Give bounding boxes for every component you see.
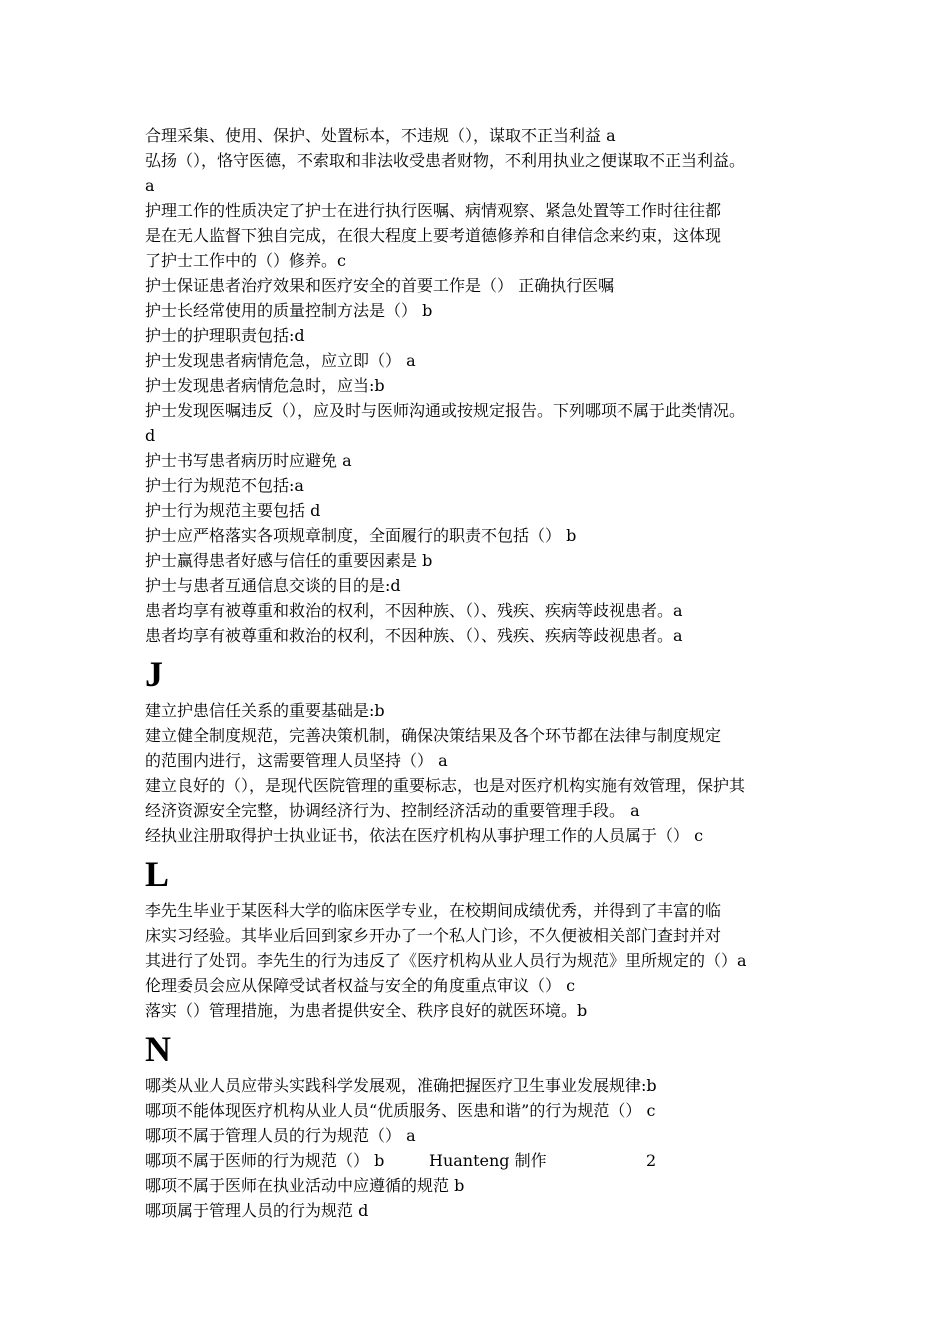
text-line: 护士与患者互通信息交谈的目的是:d [145,576,401,595]
text-line: 经济资源安全完整，协调经济行为、控制经济活动的重要管理手段。 a [145,801,640,820]
text-line: 床实习经验。其毕业后回到家乡开办了一个私人门诊，不久便被相关部门查封并对 [145,926,722,945]
section-l [145,850,825,1023]
text-line: 其进行了处罚。李先生的行为违反了《医疗机构从业人员行为规范》里所规定的（）a [145,951,747,970]
section-letter-heading: N [145,1029,171,1069]
text-line: 护士赢得患者好感与信任的重要因素是 b [145,551,433,570]
text-line: 护士书写患者病历时应避免 a [145,451,352,470]
text-line: 经执业注册取得护士执业证书，依法在医疗机构从事护理工作的人员属于（） c [145,826,704,845]
text-line: 了护士工作中的（）修养。c [145,251,346,270]
text-line: 落实（）管理措施，为患者提供安全、秩序良好的就医环境。b [145,1001,588,1020]
text-line: 哪项不属于医师在执业活动中应遵循的规范 b [145,1176,465,1195]
text-line: 护士长经常使用的质量控制方法是（） b [145,301,433,320]
text-line: 合理采集、使用、保护、处置标本，不违规（），谋取不正当利益 a [145,126,616,145]
section-j [145,650,825,848]
text-line: 建立健全制度规范，完善决策机制，确保决策结果及各个环节都在法律与制度规定 [145,726,722,745]
text-line: 伦理委员会应从保障受试者权益与安全的角度重点审议（） c [145,976,576,995]
text-line: 哪类从业人员应带头实践科学发展观，准确把握医疗卫生事业发展规律:b [145,1076,657,1095]
text-line: 建立良好的（），是现代医院管理的重要标志，也是对医疗机构实施有效管理，保护其 [145,776,746,795]
text-line: 护士发现患者病情危急，应立即（） a [145,351,416,370]
text-line: 是在无人监督下独自完成，在很大程度上要考道德修养和自律信念来约束，这体现 [145,226,722,245]
text-line: 的范围内进行，这需要管理人员坚持（） a [145,751,448,770]
text-line: 护理工作的性质决定了护士在进行执行医嘱、病情观察、紧急处置等工作时往往都 [145,201,722,220]
text-line: 李先生毕业于某医科大学的临床医学专业，在校期间成绩优秀，并得到了丰富的临 [145,901,722,920]
footer-label: Huanteng 制作 [429,1151,547,1170]
text-line: 护士保证患者治疗效果和医疗安全的首要工作是（） 正确执行医嘱 [145,276,615,295]
text-line: 护士发现患者病情危急时，应当:b [145,376,385,395]
page-number: 2 [646,1151,657,1170]
text-line: 哪项属于管理人员的行为规范 d [145,1201,369,1220]
section-letter-heading: L [145,854,170,894]
text-line: 建立护患信任关系的重要基础是:b [145,701,385,720]
text-line: 护士发现医嘱违反（），应及时与医师沟通或按规定报告。下列哪项不属于此类情况。 [145,401,746,420]
text-line: 哪项不属于医师的行为规范（） b [145,1151,385,1170]
text-line: 弘扬（），恪守医德，不索取和非法收受患者财物，不利用执业之便谋取不正当利益。 [145,151,746,170]
text-line: 护士的护理职责包括:d [145,326,305,345]
text-line: 护士行为规范不包括:a [145,476,304,495]
intro-block [145,123,825,648]
text-line: 哪项不能体现医疗机构从业人员“优质服务、医患和谐”的行为规范（） c [145,1101,656,1120]
text-line: 患者均享有被尊重和救治的权利，不因种族、（）、残疾、疾病等歧视患者。a [145,626,683,645]
text-line: 护士行为规范主要包括 d [145,501,321,520]
text-line: d [145,426,156,445]
text-line: 哪项不属于管理人员的行为规范（） a [145,1126,416,1145]
document-page [145,123,825,1223]
section-letter-heading: J [145,654,163,694]
text-line: 患者均享有被尊重和救治的权利，不因种族、（）、残疾、疾病等歧视患者。a [145,601,683,620]
section-n [145,1025,825,1223]
text-line: a [145,176,155,195]
text-line-with-footer [145,1148,825,1173]
text-line: 护士应严格落实各项规章制度，全面履行的职责不包括（） b [145,526,577,545]
